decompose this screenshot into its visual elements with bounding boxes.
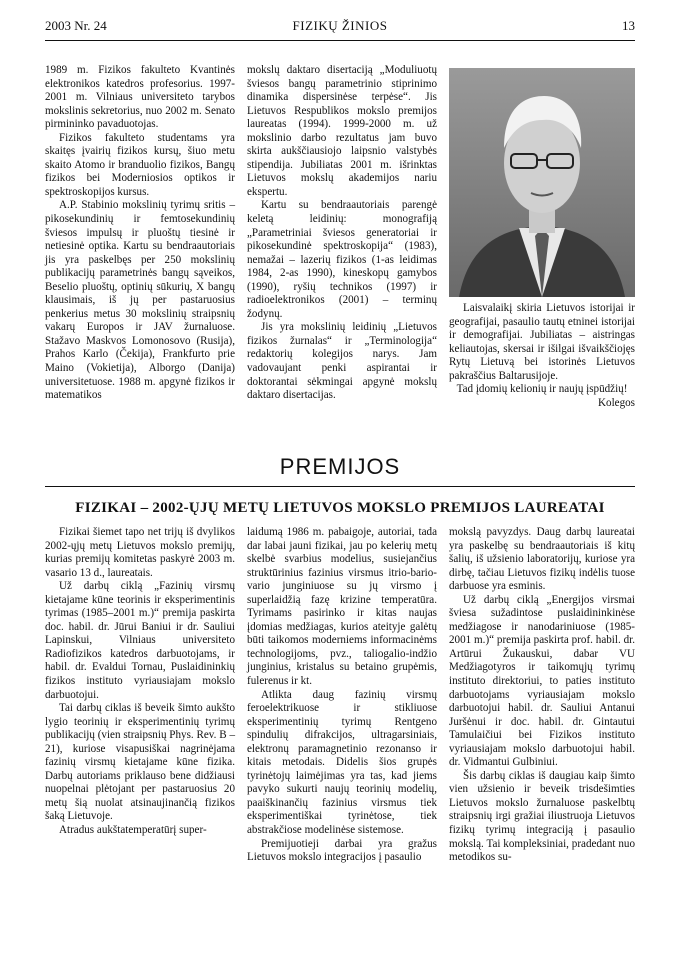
wish-text: Tad įdomių kelionių ir naujų įspūdžių! — [456, 383, 628, 396]
paragraph: Už darbų ciklą „Fazinių virsmų kietajame kūne teorinis ir eksperimentinis tyrimas (1985–2001 m.)“ premija paskirta doc. habil. dr. Jūrui Baniui ir dr. Sauliui Lapinskui, Vilniaus universiteto Radiofizikos katedros darbuotojams, ir habil. dr. Evaldui Tornau, Puslaidininkių fizikos instituto vyriausiajam mokslo darbuotojui. — [45, 580, 235, 701]
portrait-image — [449, 68, 635, 297]
section-rule — [45, 486, 635, 487]
top-column-2 — [247, 64, 437, 403]
paragraph: Jis yra mokslinių leidinių „Lietuvos fizikos žurnalas“ ir „Terminologija“ redaktorių kolegijos narys. Jam vadovaujant penki aspirantai ir doktorantai sėkmingai apgynė mokslų daktaro disertacijas. — [247, 321, 437, 402]
paragraph: Atlikta daug fazinių virsmų feroelektrikuose ir stikliuose eksperimentinių tyrimų Rentgeno spindulių difrakcijos, ultragarsiniais, elektronų paramagnetinio rezonanso ir kitais metodais. Didelis šios grupės tyrinėtojų laimėjimas yra tas, kad jiems pavyko sukurti naujų teorinių modelių, paaiškinančių fazinius virsmus tiek eksperimentiškai tyrinėtose, tiek abstrakčiose modelinėse sistemose. — [247, 688, 437, 837]
paragraph: 1989 m. Fizikos fakulteto Kvantinės elektronikos katedros profesorius. 1997-2001 m. Vilniaus universiteto tarybos mokslinis sekretorius, nuo 2002 m. Senato pirmininko pavaduotojas. — [45, 64, 235, 131]
caption-text: Laisvalaikį skiria Lietuvos istorijai ir geografijai, pasaulio tautų etninei istorijai ir demografijai. Jubiliatas – aistringas keliautojas, skersai ir išilgai išvaikščiojęs Rytų Lietuvą bei istorinės Lietuvos pakraščius Baltarusijoje. — [449, 302, 635, 382]
paragraph: Už darbų ciklą „Energijos virsmai šviesa sužadintose puslaidininkinėse medžiagose ir nanodariniuose (1985-2001 m.)“ premija paskirta prof. habil. dr. Artūrui Žukauskui, dabar VU Medžiagotyros ir taikomųjų tyrimų instituto direktoriui, to paties instituto darbuotojams vyriausiajam mokslo darbuotojui habil. dr. Sauliui Antanui Juršėnui ir doc. habil. dr. Gintautui Tamulaičiui bei Fizikos instituto vyriausiajam mokslo darbuotojui habil. dr. Vidmantui Gulbiniui. — [449, 593, 635, 769]
page-number: 13 — [622, 18, 635, 33]
paragraph: Tai darbų ciklas iš beveik šimto aukšto lygio teorinių ir eksperimentinių tyrimų publikacijų (vien straipsnių Phys. Rev. B – 21), kuriose visapusiškai nagrinėjama fazinių virsmų kietajame kūne fizika. Darbų autoriams priklauso bene didžiausi nuopelnai plėtojant per pastaruosius 20 metų šią nuolat atsinaujinančią fizikos šaką Lietuvoje. — [45, 702, 235, 823]
paragraph: Fizikos fakulteto studentams yra skaitęs įvairių fizikos kursų, šiuo metu skaito Atomo ir branduolio fizikos, Bangų fizikos bei Moderniosios optikos ir spektroskopijos kursus. — [45, 131, 235, 198]
signature: Kolegos — [598, 396, 635, 409]
bottom-column-2 — [247, 526, 437, 865]
running-header — [45, 18, 635, 38]
bottom-column-1 — [45, 526, 235, 838]
paragraph: A.P. Stabinio mokslinių tyrimų sritis – pikosekundinių ir femtosekundinių šviesos impulsų ir pluoštų tiesinė ir netiesinė optika. Kartu su bendraautoriais jis yra paskelbęs per 250 mokslinių publikacijų parametrinės bangų sąveikos, Beselio pluoštų, optinių sūkurių, X bangų klausimais, iš jų per pastaruosius penkerius metus 30 mokslinių straipsnių vakarų Europos ir JAV žurnaluose. Stažavo Maskvos Lomonosovo (Rusija), Prahos Karlo (Čekija), Frankfurto prie Maino (Vokietija), Alborgo (Danija) universitetuose. 1988 m. apgynė fizikos ir matematikos — [45, 199, 235, 402]
issue-number: 2003 Nr. 24 — [45, 18, 107, 33]
journal-name: FIZIKŲ ŽINIOS — [292, 18, 388, 33]
paragraph: Kartu su bendraautoriais parengė keletą leidinių: monografiją „Parametriniai šviesos generatoriai ir pikosekundinė spektroskopija“ (1983), nemažai – lazerių fizikos (1-as leidimas 1984, 2-as 1990), kineskopų gamybos (1990), ryšių technikos (1997) ir radioelektronikos (2001) – terminų žodynų. — [247, 199, 437, 320]
article-title: FIZIKAI – 2002-ŲJŲ METŲ LIETUVOS MOKSLO PREMIJOS LAUREATAI — [75, 500, 605, 516]
paragraph: Premijuotieji darbai yra gražus Lietuvos mokslo integracijos į pasaulio — [247, 837, 437, 864]
photo-caption — [449, 302, 635, 410]
header-rule — [45, 40, 635, 41]
section-title: PREMIJOS — [279, 454, 401, 479]
paragraph: Šis darbų ciklas iš daugiau kaip šimto vien užsienio ir beveik trisdešimties Lietuvos mokslo žurnaluose paskelbtų straipsnių irgi gražiai iliustruoja Lietuvos fizikų tyrimų integraciją į pasaulio mokslą. Tai kompleksiniai, pradedant nuo metodikos su- — [449, 769, 635, 864]
paragraph: mokslą pavyzdys. Daug darbų laureatai yra paskelbę su bendraautoriais iš kitų šalių, iš užsienio laboratorijų, kuriose yra dirbę, tačiau Lietuvos fizikų indėlis tuose darbuose yra esminis. — [449, 526, 635, 593]
bottom-column-3 — [449, 526, 635, 865]
top-column-1 — [45, 64, 235, 403]
portrait-photo — [449, 68, 635, 297]
paragraph: Fizikai šiemet tapo net trijų iš dvylikos 2002-ųjų metų Lietuvos mokslo premijų, kurias premijų komitetas paskyrė 2003 m. vasario 13 d., laureatais. — [45, 526, 235, 579]
paragraph: Atradus aukštatemperatūrį super- — [59, 824, 207, 837]
paragraph: laidumą 1986 m. pabaigoje, autoriai, tada dar labai jauni fizikai, jau po kelerių metų skelbė svarbius modelius, susiejančius struktūrinius fazinius virsmus itrio-bario-vario junginiuose su jų virsmo į superlaidžią fazę krizine temperatūra. Tyrimams pasirinko ir kitas naujas įdomias medžiagas, kurios ateityje galėtų būti taikomos moderniems informacinėms technologijoms, pvz., taliogalio-indžio junginius, kristalus su betaino grupėmis, fulerenus ir kt. — [247, 526, 437, 688]
paragraph: mokslų daktaro disertaciją „Moduliuotų šviesos bangų parametrinio stiprinimo dinamika dispersinėse terpėse“. Jis Lietuvos Respublikos mokslo premijos laureatas (1994). 1999-2000 m. už mokslinio darbo rezultatus jam buvo skirta aukščiausiojo laipsnio valstybės stipendija. Jubiliatas 2001 m. išrinktas Lietuvos mokslų akademijos nariu ekspertu. — [247, 64, 437, 198]
